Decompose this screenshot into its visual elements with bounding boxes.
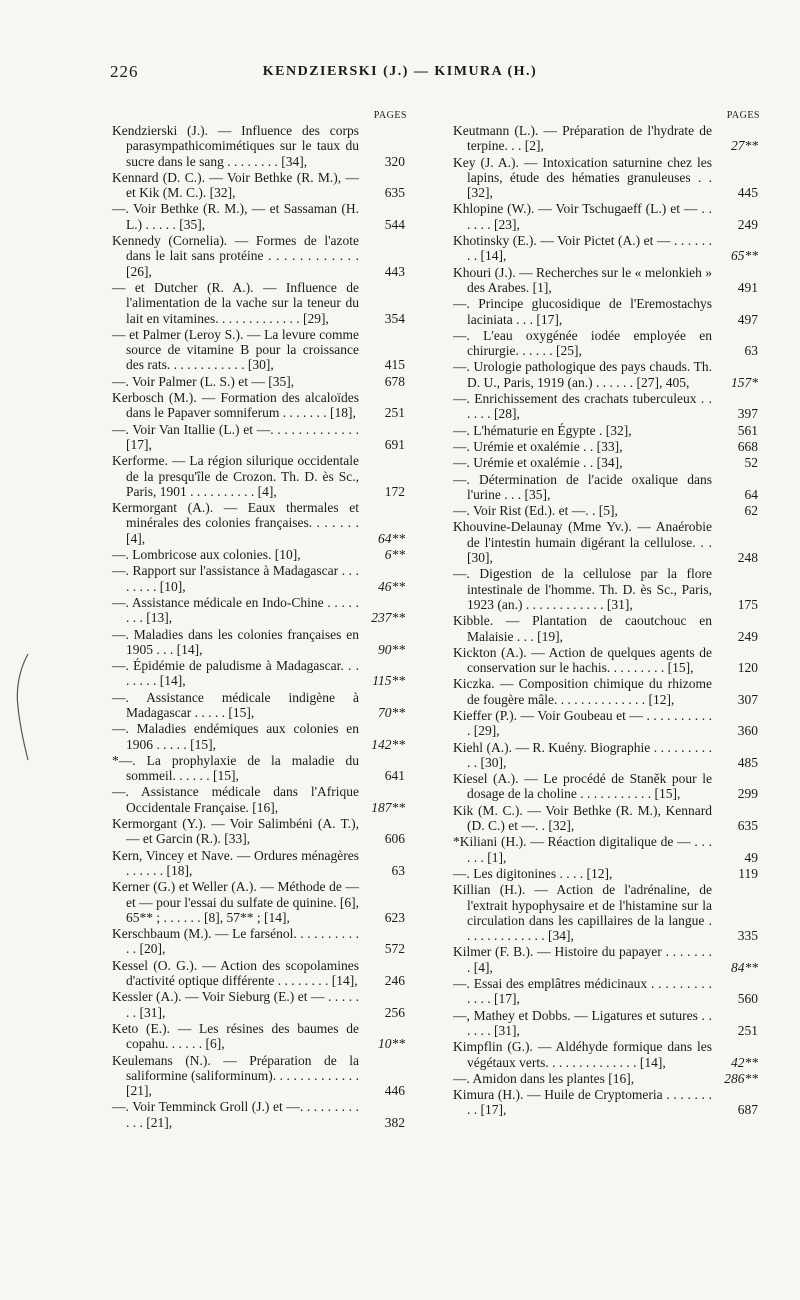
entry-text: —. Rapport sur l'assistance à Madagascar . . . . . . . . [10], — [112, 563, 359, 594]
entry-text: —. Urologie pathologique des pays chauds. Th. D. U., Paris, 1919 (an.) . . . . . . [27], 405, — [453, 359, 712, 390]
entry-text: Kern, Vincey et Nave. — Ordures ménagères . . . . . . [18], — [112, 847, 359, 878]
index-entry — [112, 690, 407, 721]
index-entry — [112, 374, 407, 389]
left-entry-list — [112, 123, 407, 1130]
index-entry — [453, 1087, 760, 1118]
entry-text: Kerforme. — La région silurique occidentale de la presqu'île de Crozon. Th. D. ès Sc., Paris, 1901 . . . . . . . . . . [4], — [112, 453, 359, 499]
entry-page: 256 — [384, 1004, 405, 1020]
entry-page: 63 — [744, 343, 758, 359]
entry-page: 115** — [372, 673, 405, 689]
entry-text: —. Lombricose aux colonies. [10], — [112, 547, 301, 563]
entry-page: 360 — [737, 723, 758, 739]
index-entry — [453, 803, 760, 834]
entry-page: 64 — [744, 486, 758, 502]
index-entry — [112, 658, 407, 689]
index-entry — [453, 676, 760, 707]
entry-text: *—. La prophylaxie de la maladie du sommeil. . . . . . [15], — [112, 752, 359, 784]
entry-text: Kerbosch (M.). — Formation des alcaloïdes dans le Papaver somniferum . . . . . . . [18], — [112, 390, 359, 421]
entry-text: — et Dutcher (R. A.). — Influence de l'alimentation de la vache sur la teneur du lait en vitamines. . . . . . . . . . . . . [29], — [112, 279, 359, 326]
entry-page: 335 — [737, 928, 758, 944]
entry-page: 90** — [378, 641, 405, 657]
entry-page: 63 — [391, 862, 405, 878]
entry-page: 249 — [737, 216, 758, 232]
entry-page: 687 — [737, 1102, 758, 1118]
index-entry — [453, 882, 760, 943]
entry-text: Kimura (H.). — Huile de Cryptomeria . . . . . . . . . [17], — [453, 1087, 712, 1118]
index-entry — [453, 503, 760, 518]
entry-page: 64** — [378, 530, 405, 546]
index-entry — [453, 613, 760, 644]
entry-page: 668 — [737, 438, 758, 454]
index-entry — [453, 1071, 760, 1086]
index-entry — [112, 721, 407, 752]
entry-page: 415 — [384, 357, 405, 373]
entry-text: Killian (H.). — Action de l'adrénaline, de l'extrait hypophysaire et de l'histamine sur la circulation dans les capillaires de la langue . . . . . . . . . . . . . [34], — [453, 882, 712, 944]
entry-page: 678 — [384, 373, 405, 389]
index-entry — [453, 472, 760, 503]
entry-text: Keulemans (N.). — Préparation de la saliformine (saliforminum). . . . . . . . . . . . . [21], — [112, 1052, 359, 1099]
entry-page: 10** — [378, 1036, 405, 1052]
entry-text: —. Amidon dans les plantes [16], — [453, 1070, 635, 1086]
entry-page: 572 — [384, 941, 405, 957]
entry-text: Kimpflin (G.). — Aldéhyde formique dans les végétaux verts. . . . . . . . . . . . . . [14], — [453, 1039, 712, 1070]
entry-page: 635 — [737, 818, 758, 834]
entry-page: 42** — [731, 1054, 758, 1070]
index-entry — [112, 1053, 407, 1099]
index-entry — [112, 453, 407, 499]
entry-page: 561 — [737, 422, 758, 438]
index-entry — [112, 547, 407, 562]
entry-text: Kickton (A.). — Action de quelques agents de conservation sur le hachis. . . . . . . . . [15], — [453, 644, 712, 676]
index-entry — [112, 848, 407, 879]
entry-page: 249 — [737, 628, 758, 644]
index-entry — [112, 563, 407, 594]
index-entry — [112, 1021, 407, 1052]
entry-page: 52 — [744, 455, 758, 471]
entry-page: 299 — [737, 786, 758, 802]
index-entry — [112, 784, 407, 815]
index-entry — [453, 455, 760, 470]
index-entry — [453, 123, 760, 154]
entry-text: —. Voir Van Itallie (L.) et —. . . . . . . . . . . . . [17], — [112, 421, 359, 452]
entry-text: —, Mathey et Dobbs. — Ligatures et sutures . . . . . . [31], — [453, 1007, 712, 1038]
entry-text: —. Principe glucosidique de l'Eremostachys laciniata . . . [17], — [453, 296, 712, 327]
page-number: 226 — [110, 62, 139, 81]
entry-text: Khouvine-Delaunay (Mme Yv.). — Anaérobie de l'intestin humain digérant la cellulose. . . [30], — [453, 519, 712, 566]
entry-text: Kendzierski (J.). — Influence des corps parasympathicomimétiques sur le taux du sucre dans le sang . . . . . . . . [34], — [112, 123, 359, 169]
entry-text: Kermorgant (A.). — Eaux thermales et minérales des colonies françaises. . . . . . . [4], — [112, 500, 359, 546]
entry-text: —. Maladies dans les colonies françaises en 1905 . . . [14], — [112, 626, 359, 657]
entry-page: 251 — [737, 1022, 758, 1038]
index-entry — [453, 566, 760, 612]
entry-text: —. Urémie et oxalémie . . [33], — [453, 438, 623, 454]
entry-text: —. Assistance médicale dans l'Afrique Occidentale Française. [16], — [112, 784, 359, 815]
entry-page: 187** — [371, 799, 405, 815]
entry-page: 62 — [744, 503, 758, 519]
entry-text: Kieffer (P.). — Voir Goubeau et — . . . . . . . . . . . [29], — [453, 707, 712, 739]
index-entry — [453, 834, 760, 865]
entry-text: —. Maladies endémiques aux colonies en 1906 . . . . . [15], — [112, 721, 359, 752]
running-head: KENDZIERSKI (J.) — KIMURA (H.) — [262, 64, 538, 79]
entry-text: —. Essai des emplâtres médicinaux . . . . . . . . . . . . . [17], — [453, 976, 712, 1007]
entry-text: Khouri (J.). — Recherches sur le « melonkieh » des Arabes. [1], — [453, 264, 712, 295]
entry-page: 560 — [737, 991, 758, 1007]
entry-page: 119 — [738, 865, 758, 881]
entry-page: 446 — [384, 1083, 405, 1099]
entry-page: 691 — [384, 436, 405, 452]
entry-text: —. Enrichissement des crachats tuberculeux . . . . . . [28], — [453, 391, 712, 422]
entry-text: —. Voir Temminck Groll (J.) et —. . . . . . . . . . . . [21], — [112, 1099, 359, 1130]
index-entry — [453, 296, 760, 327]
entry-text: Kessler (A.). — Voir Sieburg (E.) et — . . . . . . . [31], — [112, 989, 359, 1020]
entry-page: 354 — [384, 310, 405, 326]
entry-page: 237** — [371, 610, 405, 626]
index-entry — [112, 753, 407, 784]
index-entry — [112, 233, 407, 279]
index-entry — [112, 390, 407, 421]
entry-page: 544 — [384, 216, 405, 232]
index-entry — [453, 155, 760, 201]
entry-text: —. L'hématurie en Égypte . [32], — [453, 422, 632, 438]
entry-page: 251 — [384, 405, 405, 421]
entry-page: 120 — [737, 660, 758, 676]
index-entry — [453, 439, 760, 454]
index-entry — [112, 989, 407, 1020]
entry-page: 248 — [737, 550, 758, 566]
index-entry — [112, 422, 407, 453]
index-entry — [453, 233, 760, 264]
index-entry — [453, 423, 760, 438]
index-entry — [453, 708, 760, 739]
index-entry — [112, 500, 407, 546]
page-header — [0, 62, 800, 84]
entry-page: 382 — [384, 1114, 405, 1130]
entry-page: 175 — [737, 596, 758, 612]
entry-text: —. Voir Bethke (R. M.), — et Sassaman (H. L.) . . . . . [35], — [112, 201, 359, 232]
entry-text: Kiczka. — Composition chimique du rhizome de fougère mâle. . . . . . . . . . . . . . [12], — [453, 676, 712, 707]
entry-text: Kerschbaum (M.). — Le farsénol. . . . . . . . . . . . [20], — [112, 926, 359, 957]
entry-text: Kerner (G.) et Weller (A.). — Méthode de — et — pour l'essai du sulfate de quinine. [6], 65** ; . . . . . . [8], 57** ; [14], — [112, 879, 359, 925]
index-entry — [453, 1039, 760, 1070]
index-entry — [453, 265, 760, 296]
right-entry-list — [453, 123, 760, 1118]
entry-text: —. Digestion de la cellulose par la flore intestinale de l'homme. Th. D. ès Sc., Paris, 1923 (an.) . . . . . . . . . . . . [31], — [453, 566, 712, 612]
entry-page: 485 — [737, 754, 758, 770]
margin-bracket-mark — [12, 652, 32, 762]
entry-text: —. Assistance médicale indigène à Madagascar . . . . . [15], — [112, 689, 359, 720]
entry-text: Kessel (O. G.). — Action des scopolamines d'activité optique différente . . . . . . . . [14], — [112, 957, 359, 989]
entry-page: 397 — [737, 406, 758, 422]
index-entry — [453, 201, 760, 232]
index-entry — [453, 519, 760, 565]
entry-page: 443 — [384, 263, 405, 279]
entry-page: 84** — [731, 959, 758, 975]
entry-text: —. Voir Palmer (L. S.) et — [35], — [112, 373, 295, 389]
index-entry — [112, 327, 407, 373]
entry-text: —. Assistance médicale en Indo-Chine . . . . . . . . [13], — [112, 594, 359, 626]
entry-text: Kennedy (Cornelia). — Formes de l'azote dans le lait sans protéine . . . . . . . . . . . . [26], — [112, 233, 359, 279]
index-entry — [453, 391, 760, 422]
index-entry — [112, 958, 407, 989]
entry-page: 307 — [737, 691, 758, 707]
entry-text: Khlopine (W.). — Voir Tschugaeff (L.) et — . . . . . . [23], — [453, 201, 712, 232]
entry-text: Kiehl (A.). — R. Kuény. Biographie . . . . . . . . . . . [30], — [453, 739, 712, 770]
entry-text: Khotinsky (E.). — Voir Pictet (A.) et — . . . . . . . . [14], — [453, 233, 712, 264]
entry-page: 641 — [384, 768, 405, 784]
entry-page: 623 — [384, 909, 405, 925]
index-entry — [112, 280, 407, 326]
entry-page: 27** — [731, 138, 758, 154]
entry-text: Keto (E.). — Les résines des baumes de copahu. . . . . . [6], — [112, 1020, 359, 1052]
entry-page: 445 — [737, 185, 758, 201]
right-column — [453, 108, 760, 1119]
index-entry — [112, 201, 407, 232]
entry-text: —. L'eau oxygénée iodée employée en chirurgie. . . . . . [25], — [453, 327, 712, 359]
entry-text: *Kiliani (H.). — Réaction digitalique de — . . . . . . [1], — [453, 834, 712, 865]
entry-page: 157* — [731, 374, 758, 390]
index-entry — [453, 771, 760, 802]
pages-column-heading: PAGES — [373, 110, 407, 121]
entry-page: 142** — [371, 736, 405, 752]
index-entry — [453, 645, 760, 676]
entry-text: Kiesel (A.). — Le procédé de Staněk pour le dosage de la choline . . . . . . . . . . . [15], — [453, 771, 712, 802]
index-entry — [112, 879, 407, 925]
index-entry — [112, 627, 407, 658]
entry-page: 606 — [384, 831, 405, 847]
index-entry — [453, 1008, 760, 1039]
entry-text: Kik (M. C.). — Voir Bethke (R. M.), Kennard (D. C.) et —. . [32], — [453, 802, 712, 834]
index-entry — [453, 866, 760, 881]
entry-text: —. Épidémie de paludisme à Madagascar. . . . . . . . [14], — [112, 658, 359, 689]
entry-page: 320 — [384, 153, 405, 169]
index-entry — [112, 926, 407, 957]
index-entry — [453, 976, 760, 1007]
index-entry — [112, 816, 407, 847]
index-entry — [112, 170, 407, 201]
entry-text: —. Les digitonines . . . . [12], — [453, 865, 613, 881]
entry-text: —. Détermination de l'acide oxalique dans l'urine . . . [35], — [453, 471, 712, 502]
entry-page: 46** — [378, 578, 405, 594]
entry-page: 246 — [384, 973, 405, 989]
index-entry — [112, 123, 407, 169]
pages-column-heading: PAGES — [726, 110, 760, 121]
entry-page: 286** — [724, 1070, 758, 1086]
entry-text: Keutmann (L.). — Préparation de l'hydrate de terpine. . . [2], — [453, 123, 712, 154]
left-column — [112, 108, 407, 1131]
index-entry — [453, 740, 760, 771]
entry-text: —. Voir Rist (Ed.). et —. . [5], — [453, 503, 618, 519]
index-entry — [453, 944, 760, 975]
entry-text: Kilmer (F. B.). — Histoire du papayer . . . . . . . . [4], — [453, 944, 712, 975]
entry-text: Key (J. A.). — Intoxication saturnine chez les lapins, étude des hématies granuleuses . . [32], — [453, 154, 712, 201]
entry-page: 49 — [744, 849, 758, 865]
entry-page: 70** — [378, 704, 405, 720]
index-entry — [112, 1099, 407, 1130]
index-entry — [453, 328, 760, 359]
entry-text: Kennard (D. C.). — Voir Bethke (R. M.), — et Kik (M. C.). [32], — [112, 169, 359, 201]
index-entry — [112, 595, 407, 626]
entry-page: 497 — [737, 311, 758, 327]
entry-page: 635 — [384, 185, 405, 201]
index-entry — [453, 359, 760, 390]
entry-text: —. Urémie et oxalémie . . [34], — [453, 455, 623, 471]
entry-page: 6** — [384, 547, 405, 563]
entry-page: 65** — [731, 248, 758, 264]
entry-page: 172 — [384, 483, 405, 499]
entry-text: Kibble. — Plantation de caoutchouc en Malaisie . . . [19], — [453, 613, 712, 644]
entry-page: 491 — [737, 279, 758, 295]
entry-text: Kermorgant (Y.). — Voir Salimbéni (A. T.), — et Garcin (R.). [33], — [112, 816, 359, 847]
entry-text: — et Palmer (Leroy S.). — La levure comme source de vitamine B pour la croissance des rats. . . . . . . . . . . . [30], — [112, 326, 359, 373]
